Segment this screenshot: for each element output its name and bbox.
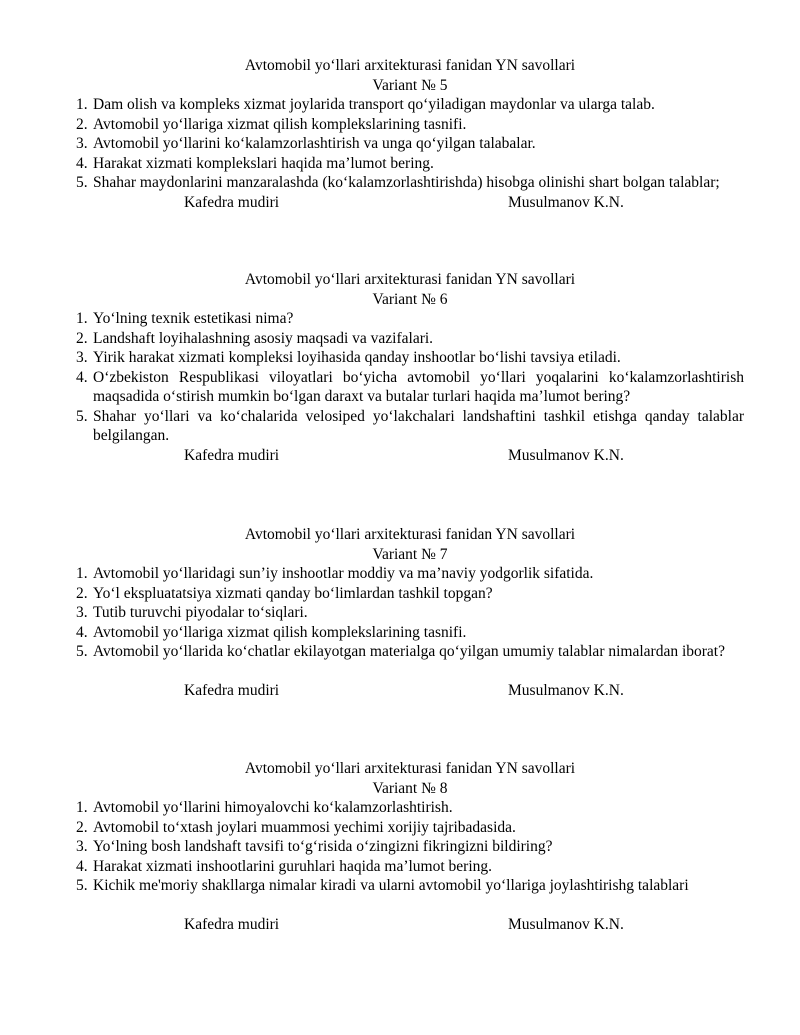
question-text: Shahar yo‘llari va ko‘chalarida velosiped yo‘lakchalari landshaftini tashkil etishga qanday talablar belgilangan. <box>93 407 744 444</box>
question-number: 4. <box>76 623 88 641</box>
question-number: 3. <box>76 604 88 621</box>
question-text: Kichik me'moriy shakllarga nimalar kiradi va ularni avtomobil yo‘llariga joylashtirishg talablari <box>93 877 689 894</box>
question-item <box>76 818 744 838</box>
question-item <box>76 623 744 643</box>
variant-label: Variant № 8 <box>372 779 448 797</box>
variant-block-7 <box>76 525 744 701</box>
question-item <box>76 857 744 877</box>
question-number: 5. <box>76 407 88 425</box>
signature-line <box>76 193 744 213</box>
signature-name: Musulmanov K.N. <box>508 446 624 464</box>
signature-role: Kafedra mudiri <box>184 915 280 933</box>
question-item <box>76 876 744 896</box>
question-number: 1. <box>76 565 88 582</box>
signature-line <box>76 915 744 935</box>
question-number: 1. <box>76 310 88 327</box>
question-number: 4. <box>76 857 88 875</box>
question-list <box>76 95 744 193</box>
question-text: Yo‘l ekspluatatsiya xizmati qanday bo‘limlardan tashkil topgan? <box>93 584 493 602</box>
question-item <box>76 173 744 193</box>
question-number: 5. <box>76 877 88 894</box>
variant-block-5 <box>76 56 744 213</box>
question-item <box>76 348 744 368</box>
signature-role: Kafedra mudiri <box>184 446 280 464</box>
question-text: O‘zbekiston Respublikasi viloyatlari bo‘yicha avtomobil yo‘llari yoqalarini ko‘kalamzorlashtirish maqsadida o‘stirish mumkin bo‘lgan daraxt va butalar turlari haqida ma’lumot bering? <box>93 368 744 405</box>
question-text: Avtomobil to‘xtash joylari muammosi yechimi xorijiy tajribadasida. <box>93 818 516 836</box>
question-text: Tutib turuvchi piyodalar to‘siqlari. <box>93 604 308 621</box>
variant-block-8 <box>76 759 744 935</box>
question-number: 3. <box>76 349 88 366</box>
question-text: Avtomobil yo‘llarini ko‘kalamzorlashtirish va unga qo‘yilgan talabalar. <box>93 135 536 152</box>
question-text: Yo‘lning texnik estetikasi nima? <box>93 310 294 327</box>
question-number: 2. <box>76 818 88 836</box>
question-number: 1. <box>76 799 88 816</box>
question-list <box>76 564 744 662</box>
question-item <box>76 798 744 818</box>
signature-name: Musulmanov K.N. <box>508 915 624 933</box>
variant-label: Variant № 5 <box>372 76 448 94</box>
question-item <box>76 154 744 174</box>
signature-role: Kafedra mudiri <box>184 193 280 211</box>
question-item <box>76 642 744 662</box>
question-list <box>76 309 744 446</box>
question-item <box>76 603 744 623</box>
question-text: Shahar maydonlarini manzaralashda (ko‘kalamzorlashtirishda) hisobga olinishi shart bolgan talablar; <box>93 174 720 191</box>
variant-title: Avtomobil yo‘llari arxitekturasi fanidan YN savollari <box>244 760 576 777</box>
question-item <box>76 407 744 446</box>
question-item <box>76 115 744 135</box>
question-item <box>76 134 744 154</box>
question-text: Harakat xizmati inshootlarini guruhlari haqida ma’lumot bering. <box>93 857 493 875</box>
question-number: 2. <box>76 329 88 347</box>
question-number: 2. <box>76 115 88 133</box>
question-number: 2. <box>76 584 88 602</box>
question-item <box>76 309 744 329</box>
signature-role: Kafedra mudiri <box>184 681 280 699</box>
question-number: 1. <box>76 96 88 113</box>
question-text: Yo‘lning bosh landshaft tavsifi to‘g‘risida o‘zingizni fikringizni bildiring? <box>93 838 553 855</box>
signature-name: Musulmanov K.N. <box>508 193 624 211</box>
question-text: Avtomobil yo‘llarini himoyalovchi ko‘kalamzorlashtirish. <box>93 799 453 816</box>
signature-line <box>76 446 744 466</box>
question-number: 4. <box>76 154 88 172</box>
question-item <box>76 329 744 349</box>
question-text: Harakat xizmati komplekslari haqida ma’lumot bering. <box>93 154 434 172</box>
question-item <box>76 564 744 584</box>
question-number: 4. <box>76 368 88 386</box>
question-text: Avtomobil yo‘llaridagi sun’iy inshootlar moddiy va ma’naviy yodgorlik sifatida. <box>93 565 594 582</box>
question-number: 3. <box>76 135 88 152</box>
variant-title: Avtomobil yo‘llari arxitekturasi fanidan YN savollari <box>244 271 576 288</box>
question-number: 5. <box>76 643 88 660</box>
question-item <box>76 584 744 604</box>
question-list <box>76 798 744 896</box>
variant-block-6 <box>76 270 744 466</box>
signature-name: Musulmanov K.N. <box>508 681 624 699</box>
question-item <box>76 837 744 857</box>
variant-label: Variant № 6 <box>372 290 448 308</box>
question-text: Landshaft loyihalashning asosiy maqsadi va vazifalari. <box>93 329 434 347</box>
question-text: Avtomobil yo‘llarida ko‘chatlar ekilayotgan materialga qo‘yilgan umumiy talablar nimalardan iborat? <box>93 643 725 660</box>
question-text: Avtomobil yo‘llariga xizmat qilish komplekslarining tasnifi. <box>93 623 467 641</box>
signature-line <box>76 681 744 701</box>
question-number: 3. <box>76 838 88 855</box>
variant-label: Variant № 7 <box>372 545 448 563</box>
question-number: 5. <box>76 174 88 191</box>
question-item <box>76 368 744 407</box>
question-text: Dam olish va kompleks xizmat joylarida transport qo‘yiladigan maydonlar va ularga talab. <box>93 96 655 113</box>
question-text: Yirik harakat xizmati kompleksi loyihasida qanday inshootlar bo‘lishi tavsiya etiladi. <box>93 349 621 366</box>
question-text: Avtomobil yo‘llariga xizmat qilish komplekslarining tasnifi. <box>93 115 467 133</box>
variant-title: Avtomobil yo‘llari arxitekturasi fanidan YN savollari <box>244 526 576 543</box>
question-item <box>76 95 744 115</box>
variant-title: Avtomobil yo‘llari arxitekturasi fanidan YN savollari <box>244 57 576 74</box>
